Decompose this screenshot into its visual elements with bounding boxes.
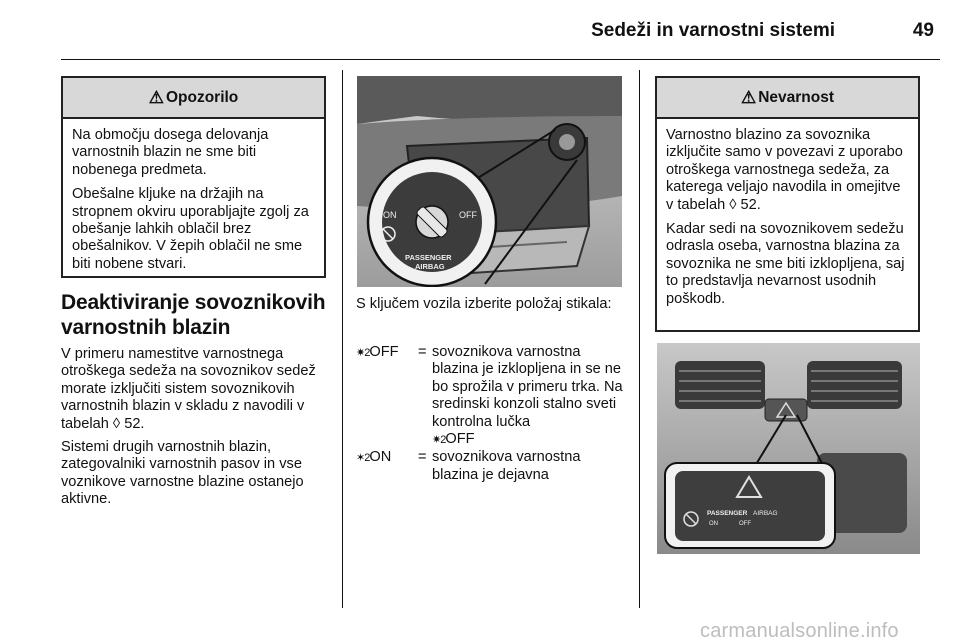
section-body bbox=[61, 346, 331, 515]
switch-airbag-label: AIRBAG bbox=[415, 262, 445, 271]
glovebox-switch-figure bbox=[357, 76, 622, 287]
definition-equals: = bbox=[418, 449, 427, 466]
warning-box-title: Opozorilo bbox=[165, 88, 239, 106]
column-divider-left bbox=[342, 70, 343, 608]
definition-term-text: ON bbox=[369, 449, 392, 466]
warning-paragraph: Na območju dosega delovanja varnostnih blazin ne sme biti nobenega predmeta. bbox=[72, 127, 269, 178]
definition-row bbox=[356, 344, 630, 449]
header-rule bbox=[61, 59, 940, 60]
definition-row bbox=[356, 449, 630, 484]
page-number: 49 bbox=[912, 20, 934, 41]
definition-term bbox=[356, 449, 418, 484]
definition-description bbox=[432, 344, 630, 449]
section-paragraph: V primeru namestitve varnostnega otroškega sedeža na sovoznikov sedež morate izključiti sistem sovoznikovih varnostnih blazin v skladu z navodili v tabelah ◊ 52. bbox=[61, 346, 316, 432]
definition-description: sovoznikova varnostna blazina je dejavna bbox=[432, 449, 581, 483]
switch-position-definitions bbox=[356, 344, 630, 484]
danger-box-title: Nevarnost bbox=[758, 88, 835, 106]
switch-passenger-label: PASSENGER bbox=[405, 253, 452, 262]
warning-triangle-icon: ⚠ bbox=[740, 87, 757, 107]
console-off-label: OFF bbox=[739, 521, 751, 527]
glovebox-switch-illustration bbox=[357, 76, 622, 287]
console-indicator-figure bbox=[657, 343, 920, 554]
console-airbag-label: AIRBAG bbox=[753, 510, 778, 517]
warning-paragraph: Obešalne kljuke na držajih na stropnem okviru uporabljajte zgolj za obešanje lahkih oblačil brez obešalnikov. V žepih oblačil ne sme biti nobene stvari. bbox=[72, 186, 309, 272]
danger-box bbox=[655, 76, 920, 332]
warning-triangle-icon: ⚠ bbox=[148, 87, 164, 107]
section-title: Deaktiviranje sovoznikovih varnostnih blazin bbox=[61, 291, 326, 339]
danger-paragraph: Varnostno blazino za sovoznika izključite samo v povezavi z uporabo otroškega varnostnega sedeža, za katerega veljajo navodila in omejitve v tabelah ◊ 52. bbox=[666, 127, 903, 213]
warning-box-body bbox=[63, 119, 324, 273]
switch-off-label: OFF bbox=[459, 210, 477, 220]
column-divider-right bbox=[639, 70, 640, 608]
console-on-label: ON bbox=[709, 521, 718, 527]
danger-paragraph: Kadar sedi na sovoznikovem sedežu odrasla oseba, varnostna blazina za sovoznika ne sme biti izklopljena, saj to predstavlja nevarnost usodnih poškodb. bbox=[666, 221, 905, 307]
airbag-off-icon: ✷2 bbox=[432, 434, 446, 447]
warning-box-header bbox=[63, 78, 324, 119]
definition-term bbox=[356, 344, 418, 449]
danger-box-header bbox=[657, 78, 918, 119]
airbag-off-icon: ✷2 bbox=[356, 347, 370, 359]
danger-box-body bbox=[657, 119, 918, 308]
page-header-title: Sedeži in varnostni sistemi bbox=[591, 20, 835, 41]
section-paragraph: Sistemi drugih varnostnih blazin, zategovalniki varnostnih pasov in vse voznikove varnostne blazine ostanejo aktivne. bbox=[61, 439, 304, 508]
definition-term-text: OFF bbox=[369, 344, 399, 360]
definition-equals: = bbox=[418, 344, 427, 360]
definition-description-tail: OFF bbox=[445, 431, 475, 448]
warning-box bbox=[61, 76, 326, 278]
console-passenger-label: PASSENGER bbox=[707, 510, 748, 517]
switch-on-label: ON bbox=[383, 210, 397, 220]
console-indicator-illustration bbox=[657, 343, 920, 554]
watermark: carmanualsonline.info bbox=[700, 620, 899, 642]
figure-caption: S ključem vozila izberite položaj stikala: bbox=[356, 296, 612, 312]
definition-description-text: sovoznikova varnostna blazina je izklopljena in se ne bo sprožila v primeru trka. Na sredinski konzoli stalno sveti kontrolna lučka bbox=[432, 344, 623, 430]
airbag-on-icon: ✶2 bbox=[356, 452, 370, 465]
